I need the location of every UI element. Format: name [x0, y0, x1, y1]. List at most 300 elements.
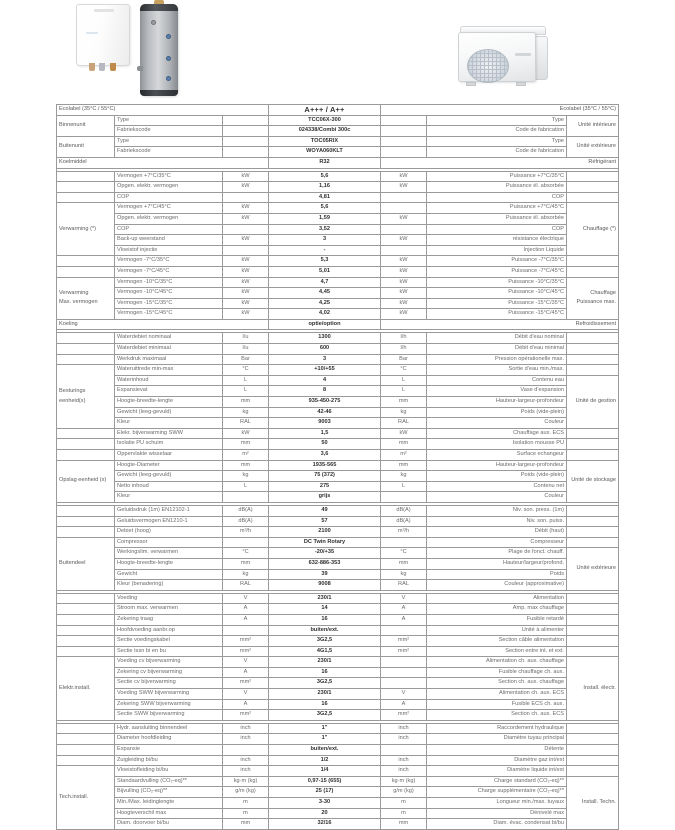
row-unit-nl: mm [223, 460, 269, 471]
row-label-fr: résistance électrique [427, 235, 567, 246]
row-unit-nl: l/u [223, 344, 269, 355]
row-unit-nl: dB(A) [223, 505, 269, 516]
row-label-nl: Vloeistof injectie [115, 245, 223, 256]
row-label-nl: Stroom max. verwarmen [115, 604, 223, 615]
row-value: 5,3 [269, 256, 381, 267]
row-label-fr: Plage de fonct. chauff. [427, 548, 567, 559]
section-group-nl-pad [57, 755, 115, 766]
row-value: 9003 [269, 418, 381, 429]
row-value: 49 [269, 505, 381, 516]
row-label-nl: Min./Max. leidinglengte [115, 798, 223, 809]
outdoor-unit-row [57, 505, 619, 516]
cooling-label-nl: Koeling [57, 319, 269, 330]
row-label-nl: Opgen. elektr. vermogen [115, 213, 223, 224]
row-label-nl: Sectie cv bijverwarming [115, 678, 223, 689]
row-unit-fr: inch [381, 755, 427, 766]
row-value: 75 (372) [269, 471, 381, 482]
unit-group-fr: Unité intérieure [567, 115, 619, 136]
row-unit-fr: mm [381, 460, 427, 471]
fan-grille-icon [467, 49, 509, 83]
row-label-fr: Code de fabrication [427, 126, 567, 137]
row-unit-fr: mm² [381, 646, 427, 657]
row-unit-nl: m³/h [223, 527, 269, 538]
row-value: 935-450-275 [269, 397, 381, 408]
control-unit-row [57, 344, 619, 355]
header-row [57, 115, 619, 126]
outdoor-unit-row [57, 537, 619, 548]
row-label-nl: Gewicht (leeg-gevuld) [115, 471, 223, 482]
row-label-nl: Bijvulling (CO₂-eq)** [115, 787, 223, 798]
electrical-row [57, 625, 619, 636]
electrical-row [57, 667, 619, 678]
row-label-fr: Alimentation ch. aux. ECS [427, 689, 567, 700]
section-group-nl-pad [57, 333, 115, 344]
tech-install-row [57, 755, 619, 766]
section-group-fr-pad [567, 614, 619, 625]
row-label-fr: Type [427, 115, 567, 126]
row-unit-nl [223, 224, 269, 235]
outdoor-unit-row [57, 516, 619, 527]
row-value: 9008 [269, 580, 381, 591]
row-unit-nl: °C [223, 548, 269, 559]
heating-row [57, 192, 619, 203]
section-group-nl-pad [57, 625, 115, 636]
row-label-nl: Vermogen -7°C/35°C [115, 256, 223, 267]
section-group-fr: Chauffage Puissance max. [567, 277, 619, 319]
section-group-fr-pad [567, 439, 619, 450]
header-row [57, 126, 619, 137]
section-group-nl: Verwarming Max. vermogen [57, 277, 115, 319]
row-unit-fr: A [381, 699, 427, 710]
row-label-fr: Détente [427, 745, 567, 756]
electrical-row [57, 678, 619, 689]
row-label-fr: Diamètre gaz int/ext [427, 755, 567, 766]
refrigerant-value: R32 [269, 157, 381, 168]
electrical-row [57, 593, 619, 604]
electrical-row [57, 699, 619, 710]
section-group-fr-pad [567, 428, 619, 439]
section-group-nl-pad [57, 745, 115, 756]
row-label-fr: Puissance -10°C/45°C [427, 288, 567, 299]
row-label-nl: Geluidsdruk (1m) EN12102-1 [115, 505, 223, 516]
section-group-nl: Besturings eenheid(x) [57, 365, 115, 429]
row-value: 1935-565 [269, 460, 381, 471]
row-label-fr: Puissance -15°C/45°C [427, 309, 567, 320]
row-label-nl: Zekering SWW bijverwarming [115, 699, 223, 710]
row-label-nl: Hoogte-breedte-lengte [115, 397, 223, 408]
row-label-nl: Zuigleiding bi/bu [115, 755, 223, 766]
row-label-nl: Vermogen -15°C/35°C [115, 298, 223, 309]
row-label-fr: Charge standard (CO₂-eq)** [427, 776, 567, 787]
section-group-nl-pad [57, 593, 115, 604]
outdoor-unit-row [57, 558, 619, 569]
row-unit-nl: kW [223, 428, 269, 439]
row-label-fr: Diam. évac. condensat bi/bu [427, 819, 567, 830]
row-label-nl: Vermogen -15°C/45°C [115, 309, 223, 320]
heating-row [57, 171, 619, 182]
section-group-nl-pad [57, 266, 115, 277]
row-value: 3 [269, 235, 381, 246]
row-label-nl: COP [115, 224, 223, 235]
tech-install-row [57, 808, 619, 819]
heating-max-row [57, 288, 619, 299]
row-label-fr: Charge supplémentaire (CO₂-eq)** [427, 787, 567, 798]
row-label-nl: Isolatie PU schuim [115, 439, 223, 450]
section-group-fr-pad [567, 734, 619, 745]
row-unit-nl: V [223, 689, 269, 700]
row-label-fr: Débit d'eau nominal [427, 333, 567, 344]
row-value: DC Twin Rotary [269, 537, 381, 548]
header-row [57, 147, 619, 158]
tech-install-row [57, 787, 619, 798]
row-unit-nl: l/u [223, 333, 269, 344]
section-group-nl: Verwarming (*) [57, 203, 115, 256]
control-unit-row [57, 386, 619, 397]
row-label-fr: Couleur [427, 492, 567, 503]
heating-row [57, 235, 619, 246]
electrical-row [57, 657, 619, 668]
row-unit-fr: kW [381, 266, 427, 277]
row-value: 57 [269, 516, 381, 527]
row-label-fr: Alimentation [427, 593, 567, 604]
row-label-fr: Alimentation ch. aux. chauffage [427, 657, 567, 668]
section-group-fr: Unité de gestion [567, 375, 619, 428]
control-unit-row [57, 333, 619, 344]
row-label-nl: Waterdebiet nominaal [115, 333, 223, 344]
row-value: 230/1 [269, 657, 381, 668]
tech-install-row [57, 734, 619, 745]
row-unit-fr: kW [381, 256, 427, 267]
row-unit-nl: V [223, 593, 269, 604]
storage-unit-row [57, 471, 619, 482]
row-label-fr: Type [427, 136, 567, 147]
row-unit-nl: inch [223, 734, 269, 745]
tank-nozzle [137, 66, 143, 71]
row-label-fr: Puissance -7°C/35°C [427, 256, 567, 267]
row-unit-fr: °C [381, 365, 427, 376]
unit-group-nl: Buitenunit [57, 136, 115, 157]
outdoor-unit-row [57, 527, 619, 538]
row-value: 024338/Combi 300c [269, 126, 381, 137]
row-value: 16 [269, 699, 381, 710]
row-label-nl: Gewicht (leeg-gevuld) [115, 407, 223, 418]
row-label-nl: Voeding SWW bijverwarming [115, 689, 223, 700]
row-unit-fr [381, 745, 427, 756]
row-unit-fr: Bar [381, 354, 427, 365]
storage-unit-row [57, 492, 619, 503]
row-unit-fr [381, 625, 427, 636]
row-unit-fr: dB(A) [381, 516, 427, 527]
row-label-nl: COP [115, 192, 223, 203]
row-unit-fr [381, 492, 427, 503]
row-label-fr: Sortie d'eau min./max. [427, 365, 567, 376]
row-value: 230/1 [269, 593, 381, 604]
row-unit-fr [381, 126, 427, 137]
row-value: 3,52 [269, 224, 381, 235]
row-value: - [269, 245, 381, 256]
row-unit-fr: kW [381, 235, 427, 246]
row-value: 32/16 [269, 819, 381, 830]
row-label-fr: Hauteur/largeur/profond. [427, 558, 567, 569]
row-unit-nl: kW [223, 256, 269, 267]
storage-unit-row [57, 439, 619, 450]
row-unit-nl [223, 745, 269, 756]
row-value: 0,97-15 (655) [269, 776, 381, 787]
row-label-nl: Werkingslim. verwarmen [115, 548, 223, 559]
electrical-row [57, 604, 619, 615]
row-value: +10/+55 [269, 365, 381, 376]
row-label-fr: Débit d'eau minimal [427, 344, 567, 355]
row-unit-fr: kW [381, 298, 427, 309]
row-label-nl: Netto inhoud [115, 481, 223, 492]
outdoor-unit-row [57, 580, 619, 591]
control-unit-row [57, 418, 619, 429]
section-group-fr-pad [567, 171, 619, 182]
row-value: 3-30 [269, 798, 381, 809]
row-label-fr: Puissance +7°C/35°C [427, 171, 567, 182]
row-unit-fr: kg·m (kg) [381, 776, 427, 787]
row-unit-nl: kW [223, 298, 269, 309]
section-group-nl-pad [57, 636, 115, 647]
row-label-fr: Contenu net [427, 481, 567, 492]
tech-install-row [57, 798, 619, 809]
row-unit-fr: RAL [381, 418, 427, 429]
section-group-fr-pad [567, 625, 619, 636]
section-group-fr-pad [567, 593, 619, 604]
row-unit-fr [381, 667, 427, 678]
section-group-fr-pad [567, 766, 619, 777]
row-label-fr: Puissance +7°C/45°C [427, 203, 567, 214]
row-unit-nl: kW [223, 182, 269, 193]
refrigerant-label-fr: Réfrigérant [381, 157, 619, 168]
section-group-fr-pad [567, 344, 619, 355]
row-unit-fr: °C [381, 548, 427, 559]
row-unit-nl: mm [223, 819, 269, 830]
row-value: 4,81 [269, 192, 381, 203]
row-value: 600 [269, 344, 381, 355]
unit-group-fr: Unité extérieure [567, 136, 619, 157]
row-unit-nl: kW [223, 235, 269, 246]
row-unit-fr: kW [381, 309, 427, 320]
row-value: 1" [269, 723, 381, 734]
row-unit-nl: m² [223, 450, 269, 461]
row-unit-nl: kW [223, 277, 269, 288]
section-group-nl-pad [57, 450, 115, 461]
cooling-label-fr: Refroidissement [381, 319, 619, 330]
row-label-nl: Voeding [115, 593, 223, 604]
row-unit-fr: dB(A) [381, 505, 427, 516]
heating-max-row [57, 309, 619, 320]
row-unit-nl: A [223, 614, 269, 625]
heating-max-row [57, 256, 619, 267]
outdoor-unit-image [458, 26, 550, 84]
section-group-fr-pad [567, 636, 619, 647]
row-label-nl: Voeding cv bijverwarming [115, 657, 223, 668]
row-unit-nl: mm² [223, 710, 269, 721]
row-label-fr: Puissance él. absorbée [427, 182, 567, 193]
row-label-fr: Longueur min./max. tuyaux [427, 798, 567, 809]
section-group-nl-pad [57, 614, 115, 625]
section-group-nl-pad [57, 527, 115, 538]
row-value: 1,5 [269, 428, 381, 439]
refrigerant-row [57, 157, 619, 168]
row-value: 16 [269, 667, 381, 678]
row-label-nl: Vloeistofleiding bi/bu [115, 766, 223, 777]
row-value: 3G2,5 [269, 710, 381, 721]
row-label-nl: Vermogen -7°C/45°C [115, 266, 223, 277]
row-value: 275 [269, 481, 381, 492]
electrical-row [57, 689, 619, 700]
row-label-fr: Niv. son. puiss. [427, 516, 567, 527]
row-unit-nl [223, 126, 269, 137]
row-unit-nl: kg·m (kg) [223, 776, 269, 787]
row-label-nl: Diam. doorvoer bi/bu [115, 819, 223, 830]
row-unit-nl: kW [223, 288, 269, 299]
row-unit-fr: kg [381, 471, 427, 482]
row-label-nl: Standaardvulling (CO₂-eq)** [115, 776, 223, 787]
row-unit-fr [381, 115, 427, 126]
row-unit-fr [381, 192, 427, 203]
cooling-value: optie/option [269, 319, 381, 330]
section-group-nl-pad [57, 256, 115, 267]
heating-row [57, 213, 619, 224]
heating-max-row [57, 298, 619, 309]
row-value: 1/4 [269, 766, 381, 777]
row-unit-nl: mm [223, 397, 269, 408]
row-value: -20/+35 [269, 548, 381, 559]
section-group-fr-pad [567, 182, 619, 193]
section-group-nl-pad [57, 646, 115, 657]
row-label-nl: Werkdruk maximaal [115, 354, 223, 365]
outdoor-unit-foot [466, 82, 476, 86]
row-label-fr: Poids (vide-plein) [427, 471, 567, 482]
tank-base [140, 90, 178, 96]
row-label-fr: Niv. son. press. (1m) [427, 505, 567, 516]
row-unit-fr [381, 136, 427, 147]
row-unit-nl: kW [223, 266, 269, 277]
ecolabel-label-nl: Ecolabel (35°C / 55°C) [57, 105, 269, 116]
row-unit-fr: inch [381, 766, 427, 777]
row-unit-nl [223, 115, 269, 126]
row-label-fr: Fusible chauffage ch. aux. [427, 667, 567, 678]
row-unit-nl [223, 625, 269, 636]
row-unit-nl: RAL [223, 418, 269, 429]
row-value: 42-46 [269, 407, 381, 418]
row-value: 4G1,5 [269, 646, 381, 657]
row-label-nl: Hoogteverschil max [115, 808, 223, 819]
row-unit-fr: A [381, 604, 427, 615]
row-unit-fr: kg [381, 569, 427, 580]
outdoor-unit-body [458, 32, 536, 82]
section-group-fr-pad [567, 505, 619, 516]
section-group-nl: Tech.install. [57, 766, 115, 830]
section-group-nl-pad [57, 723, 115, 734]
row-label-nl: Vermogen -10°C/45°C [115, 288, 223, 299]
row-unit-nl: inch [223, 723, 269, 734]
control-unit-image [76, 4, 130, 66]
section-group-fr: Unité extérieure [567, 548, 619, 590]
outdoor-unit-logo [515, 53, 531, 56]
row-label-fr: Section ch. aux. ECS [427, 710, 567, 721]
section-group-fr-pad [567, 333, 619, 344]
row-label-nl: Hoogte-breedte-lengte [115, 558, 223, 569]
row-unit-nl: kg [223, 569, 269, 580]
row-value: 1" [269, 734, 381, 745]
unit-group-nl: Binnenunit [57, 115, 115, 136]
row-label-fr: Dénivelé max [427, 808, 567, 819]
section-group-nl-pad [57, 171, 115, 182]
row-label-fr: Code de fabrication [427, 147, 567, 158]
row-unit-nl: Bar [223, 354, 269, 365]
section-group-fr-pad [567, 604, 619, 615]
row-label-nl: Expansievat [115, 386, 223, 397]
refrigerant-label-nl: Koelmiddel [57, 157, 269, 168]
row-value: 5,01 [269, 266, 381, 277]
row-label-nl: Diameter hoofdleiding [115, 734, 223, 745]
row-unit-nl: mm [223, 439, 269, 450]
tech-install-row [57, 745, 619, 756]
row-unit-fr: inch [381, 723, 427, 734]
row-label-fr: Unité à alimenter [427, 625, 567, 636]
row-unit-fr: mm [381, 439, 427, 450]
row-value: 4,7 [269, 277, 381, 288]
row-label-fr: Puissance -7°C/45°C [427, 266, 567, 277]
section-group-fr-pad [567, 723, 619, 734]
row-unit-fr: V [381, 689, 427, 700]
row-value: 1,16 [269, 182, 381, 193]
product-image-band [0, 0, 675, 104]
row-unit-fr: m³/h [381, 527, 427, 538]
row-label-nl: Kleur (benadering) [115, 580, 223, 591]
control-unit-row [57, 354, 619, 365]
section-group-nl-pad [57, 344, 115, 355]
row-label-fr: Pression opérationelle max. [427, 354, 567, 365]
row-value: 1,59 [269, 213, 381, 224]
row-label-nl: Type [115, 115, 223, 126]
row-value: 4,02 [269, 309, 381, 320]
row-label-fr: COP [427, 224, 567, 235]
row-unit-nl: L [223, 386, 269, 397]
control-unit-badge [94, 9, 114, 12]
tank-port [166, 34, 171, 39]
row-unit-nl: °C [223, 365, 269, 376]
section-group-fr: Chauffage (*) [567, 203, 619, 256]
row-label-fr: Poids [427, 569, 567, 580]
row-unit-fr: A [381, 614, 427, 625]
tank-port [151, 20, 156, 25]
row-unit-fr: l/h [381, 344, 427, 355]
row-unit-nl: L [223, 481, 269, 492]
row-unit-fr [381, 657, 427, 668]
section-group-nl-pad [57, 516, 115, 527]
control-unit-row [57, 407, 619, 418]
section-group-nl-pad [57, 734, 115, 745]
row-unit-fr: kW [381, 428, 427, 439]
row-unit-nl [223, 492, 269, 503]
row-value: buiten/ext. [269, 745, 381, 756]
row-label-nl: Vermogen +7°C/45°C [115, 203, 223, 214]
row-value: 5,6 [269, 171, 381, 182]
ecolabel-value: A+++ / A++ [269, 105, 381, 116]
row-unit-fr: m [381, 808, 427, 819]
row-label-nl: Waterdebiet minimaal [115, 344, 223, 355]
row-label-fr: Hauteur-largeur-profondeur [427, 460, 567, 471]
row-label-nl: Sectie SWW bijverwarming [115, 710, 223, 721]
row-unit-fr: g/m (kg) [381, 787, 427, 798]
section-group-fr-pad [567, 646, 619, 657]
section-group-fr-pad [567, 745, 619, 756]
row-unit-nl: A [223, 699, 269, 710]
